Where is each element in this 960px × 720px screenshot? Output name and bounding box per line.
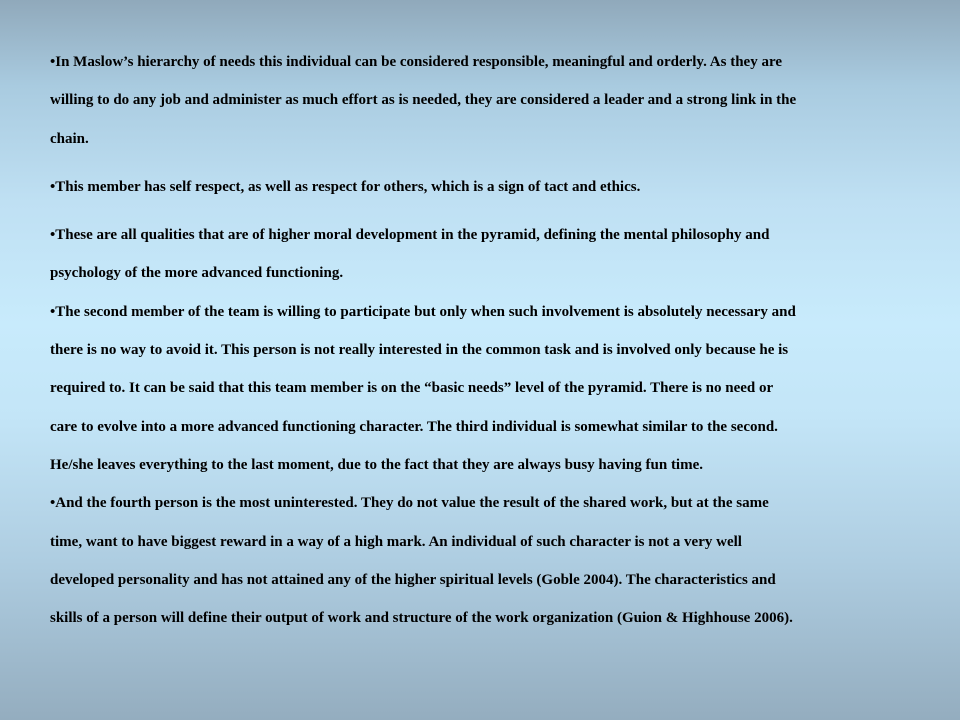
paragraph-fourth-person <box>50 484 860 637</box>
paragraph-self-respect <box>50 168 860 206</box>
paragraph-line: He/she leaves everything to the last moment, due to the fact that they are always busy having fun time. <box>50 456 704 473</box>
paragraph-line: •This member has self respect, as well as respect for others, which is a sign of tact and ethics. <box>50 178 641 195</box>
slide-text-body <box>50 43 860 637</box>
paragraph-line: psychology of the more advanced functioning. <box>50 265 344 282</box>
paragraph-line: •These are all qualities that are of higher moral development in the pyramid, defining the mental philosophy and <box>50 227 770 244</box>
paragraph-line: •The second member of the team is willing to participate but only when such involvement is absolutely necessary and <box>50 303 796 320</box>
paragraph-line: there is no way to avoid it. This person is not really interested in the common task and is involved only because he is <box>50 342 789 359</box>
paragraph-line: chain. <box>50 130 89 147</box>
paragraph-line: developed personality and has not attained any of the higher spiritual levels (Goble 2004). The characteristics and <box>50 571 776 588</box>
paragraph-line: •In Maslow’s hierarchy of needs this individual can be considered responsible, meaningful and orderly. As they are <box>50 54 782 70</box>
paragraph-line: skills of a person will define their output of work and structure of the work organization (Guion & Highhouse 2006). <box>50 610 793 627</box>
paragraph-line: willing to do any job and administer as much effort as is needed, they are considered a leader and a strong link in the <box>50 92 797 109</box>
paragraph-line: time, want to have biggest reward in a way of a high mark. An individual of such character is not a very well <box>50 533 742 550</box>
paragraph-line: •And the fourth person is the most uninterested. They do not value the result of the shared work, but at the same <box>50 495 769 512</box>
paragraph-moral-development <box>50 216 860 293</box>
paragraph-line: required to. It can be said that this team member is on the “basic needs” level of the pyramid. There is no need or <box>50 380 774 397</box>
paragraph-second-member <box>50 293 860 484</box>
paragraph-maslow-leader <box>50 43 860 158</box>
paragraph-line: care to evolve into a more advanced functioning character. The third individual is somewhat similar to the second. <box>50 418 778 435</box>
